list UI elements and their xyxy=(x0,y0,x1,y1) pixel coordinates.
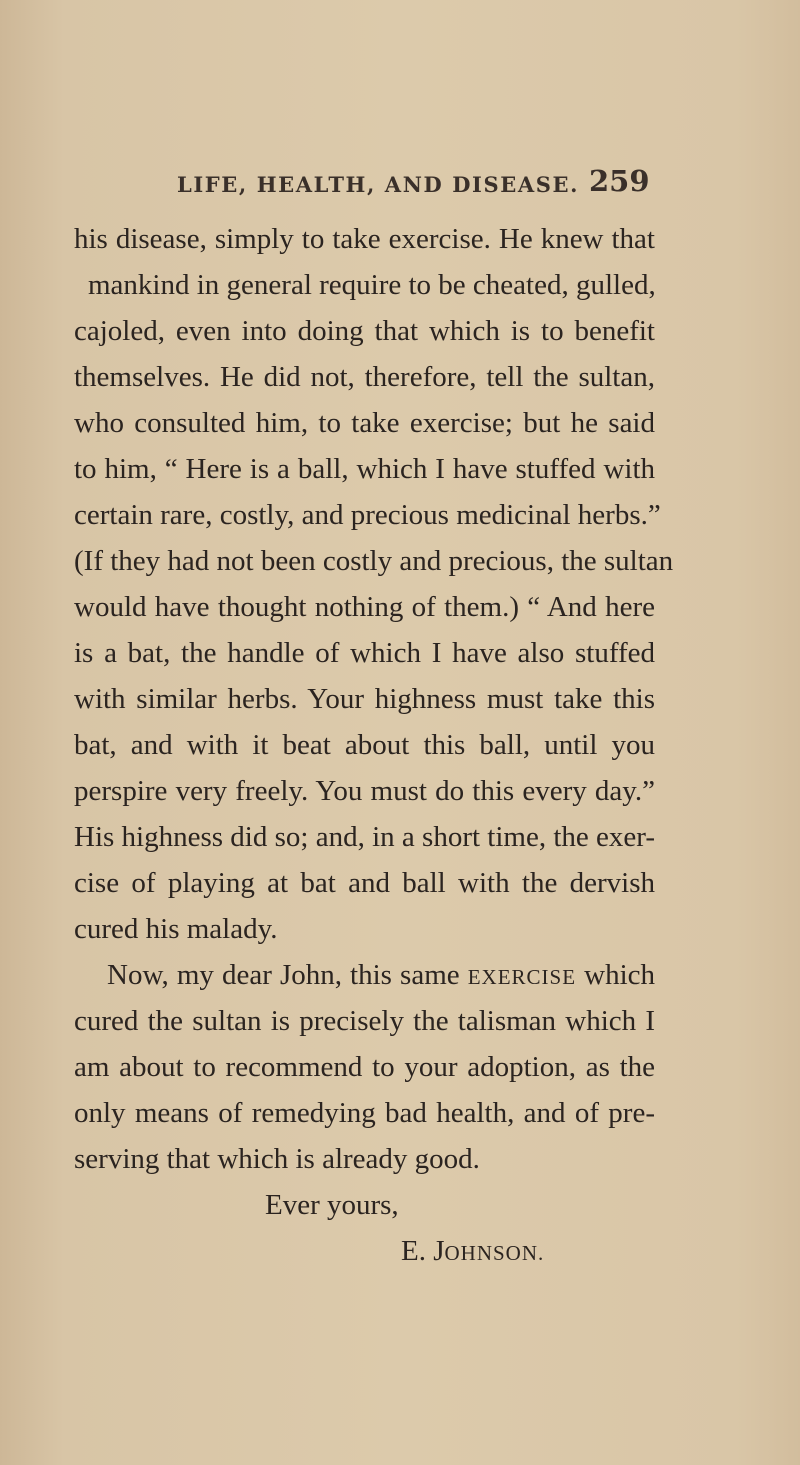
page-number: 259 xyxy=(589,164,650,198)
text-line: cured the sultan is precisely the talisman which I xyxy=(74,1005,655,1037)
text-line: mankind in general require to be cheated, gulled, xyxy=(88,269,656,301)
text-line: themselves. He did not, therefore, tell the sultan, xyxy=(74,361,655,393)
text-line: only means of remedying bad health, and of pre- xyxy=(74,1097,655,1129)
paragraph-opening-line xyxy=(107,952,655,998)
signature-initial: E. J xyxy=(401,1235,445,1267)
text-line: cajoled, even into doing that which is to benefit xyxy=(74,315,655,347)
text-run: which xyxy=(576,959,655,991)
valediction: Ever yours, xyxy=(265,1189,399,1221)
text-line: would have thought nothing of them.) “ And here xyxy=(74,591,655,623)
signature-small-caps: OHNSON. xyxy=(444,1241,545,1265)
text-line: to him, “ Here is a ball, which I have stuffed with xyxy=(74,453,655,485)
text-line: his disease, simply to take exercise. He knew that xyxy=(74,223,655,255)
text-line: His highness did so; and, in a short time, the exer- xyxy=(74,821,655,853)
text-line: am about to recommend to your adoption, as the xyxy=(74,1051,655,1083)
signature xyxy=(401,1228,544,1274)
text-line: with similar herbs. Your highness must take this xyxy=(74,683,655,715)
text-run: Now, my dear John, this same xyxy=(107,959,468,991)
text-line: (If they had not been costly and precious, the sultan xyxy=(74,545,674,577)
small-caps-word: EXERCISE xyxy=(467,965,577,989)
running-title: LIFE, HEALTH, AND DISEASE. xyxy=(177,172,580,197)
running-head xyxy=(0,164,800,202)
text-line: perspire very freely. You must do this every day.” xyxy=(74,775,655,807)
text-line: certain rare, costly, and precious medicinal herbs.” xyxy=(74,499,661,531)
text-line: serving that which is already good. xyxy=(74,1143,480,1175)
text-line: bat, and with it beat about this ball, until you xyxy=(74,729,655,761)
text-line: cured his malady. xyxy=(74,913,278,945)
text-line: cise of playing at bat and ball with the dervish xyxy=(74,867,655,899)
text-line: is a bat, the handle of which I have also stuffed xyxy=(74,637,655,669)
text-line: who consulted him, to take exercise; but he said xyxy=(74,407,655,439)
